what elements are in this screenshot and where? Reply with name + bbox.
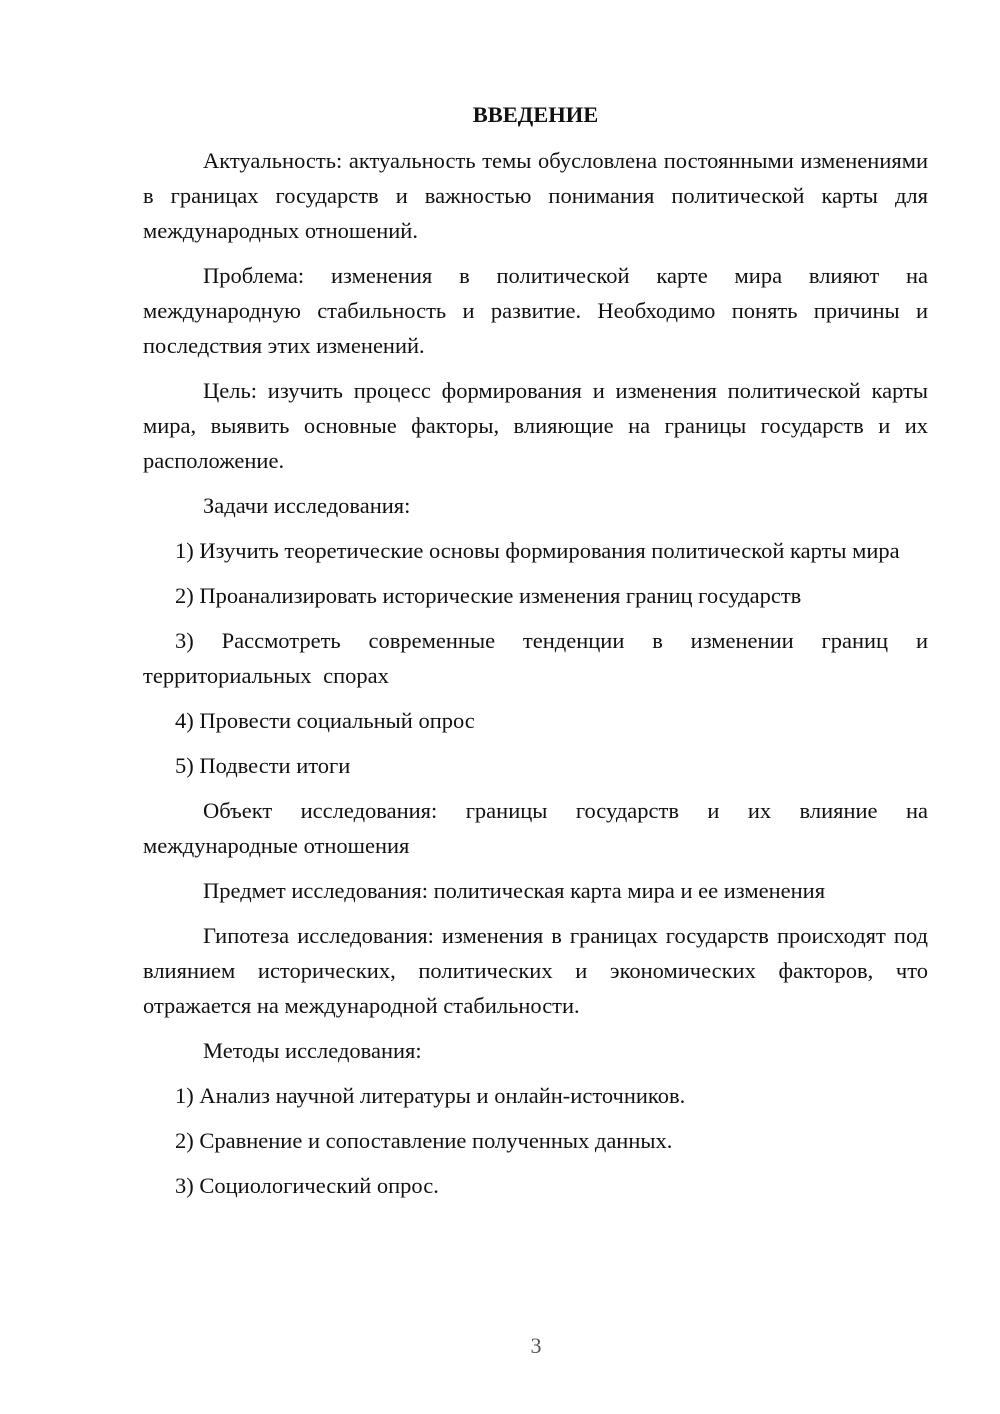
methods-list (143, 1078, 928, 1203)
list-item: 2) Проанализировать исторические изменения границ государств (175, 583, 802, 608)
paragraph-subject: Предмет исследования: политическая карта мира и ее изменения (203, 878, 826, 903)
document-body (143, 97, 928, 1213)
paragraph-object: Объект исследования: границы государств и их влияние на международные отношения (143, 798, 928, 858)
paragraph-problem: Проблема: изменения в политической карте мира влияют на международную стабильность и развитие. Необходимо понять причины и последствия этих изменений. (143, 263, 928, 358)
list-item: 2) Сравнение и сопоставление полученных данных. (175, 1128, 673, 1153)
list-item: 3) Рассмотреть современные тенденции в изменении границ и территориальных спорах (143, 628, 928, 688)
paragraph-hypothesis: Гипотеза исследования: изменения в границах государств происходят под влиянием исторических, политических и экономических факторов, что отражается на международной стабильности. (143, 923, 928, 1018)
tasks-list (143, 533, 928, 783)
paragraph-tasks-title: Задачи исследования: (203, 493, 411, 518)
paragraph-methods-title: Методы исследования: (203, 1038, 422, 1063)
section-heading: ВВЕДЕНИЕ (472, 102, 599, 127)
list-item: 1) Анализ научной литературы и онлайн-источников. (175, 1083, 686, 1108)
paragraph-goal: Цель: изучить процесс формирования и изменения политической карты мира, выявить основные факторы, влияющие на границы государств и их расположение. (143, 378, 928, 473)
list-item: 4) Провести социальный опрос (175, 708, 475, 733)
paragraph-relevance: Актуальность: актуальность темы обусловлена постоянными изменениями в границах государств и важностью понимания политической карты для международных отношений. (143, 148, 928, 243)
list-item: 3) Социологический опрос. (175, 1173, 439, 1198)
list-item: 1) Изучить теоретические основы формирования политической карты мира (175, 538, 900, 563)
list-item: 5) Подвести итоги (175, 753, 351, 778)
page-number: 3 (530, 1333, 542, 1358)
